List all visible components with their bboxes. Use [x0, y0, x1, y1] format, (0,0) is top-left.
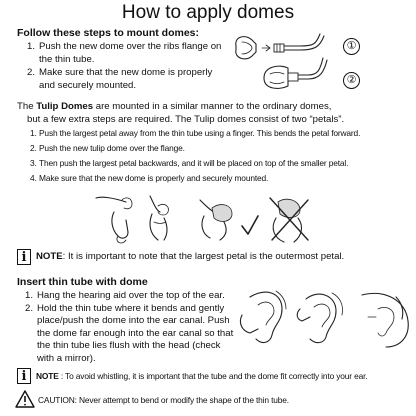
list-item: 2. Push the new tulip dome over the flange.: [30, 143, 185, 153]
tulip-domes-term: Tulip Domes: [36, 101, 94, 112]
list-item: 1. Push the largest petal away from the thin tube using a finger. This bends the petal forward.: [30, 128, 361, 138]
info-icon: i: [17, 368, 31, 384]
warning-triangle-icon: [15, 390, 35, 408]
tulip-intro-line2: but a few extra steps are required. The Tulip domes consist of two “petals”.: [27, 114, 345, 125]
section-heading-insert-tube: Insert thin tube with dome: [17, 276, 148, 288]
note-label: NOTE: [36, 371, 59, 381]
tulip-intro-line1: The Tulip Domes are mounted in a similar manner to the ordinary domes,: [17, 101, 332, 112]
page-title: How to apply domes: [121, 2, 295, 23]
mount-steps-list: [27, 41, 227, 92]
ear-insertion-illustration: [236, 287, 412, 349]
section-heading-mount-domes: Follow these steps to mount domes:: [17, 27, 200, 39]
list-item: 1. Push the new dome over the ribs flange on the thin tube.: [27, 41, 222, 65]
caution-text: CAUTION: Never attempt to bend or modify the shape of the thin tube.: [38, 395, 289, 405]
insert-steps-list: [25, 290, 235, 366]
note-important-petal: NOTE: It is important to note that the largest petal is the outermost petal.: [36, 251, 345, 262]
tulip-dome-steps-illustration: [92, 192, 322, 246]
note-label: NOTE: [36, 251, 63, 262]
note-avoid-whistling: NOTE : To avoid whistling, it is important that the tube and the dome fit correctly into your ear.: [36, 371, 368, 381]
dome-mount-illustration: [228, 28, 348, 96]
tulip-steps-list: [30, 127, 414, 184]
list-item: 2. Hold the thin tube where it bends and gently place/push the dome into the ear canal. Push the dome far enough into the ear canal so that the thin tube lies flush with the head (check with a mirror).: [25, 302, 234, 364]
info-icon: i: [17, 249, 31, 265]
list-item: 2. Make sure that the new dome is properly and securely mounted.: [27, 67, 213, 91]
list-item: 3. Then push the largest petal backwards, and it will be placed on top of the smaller petal.: [30, 158, 349, 168]
figure-label-1: ①: [343, 38, 360, 55]
list-item: 4. Make sure that the new dome is properly and securely mounted.: [30, 173, 269, 183]
figure-label-2: ②: [343, 72, 360, 89]
list-item: 1. Hang the hearing aid over the top of the ear.: [25, 290, 225, 301]
